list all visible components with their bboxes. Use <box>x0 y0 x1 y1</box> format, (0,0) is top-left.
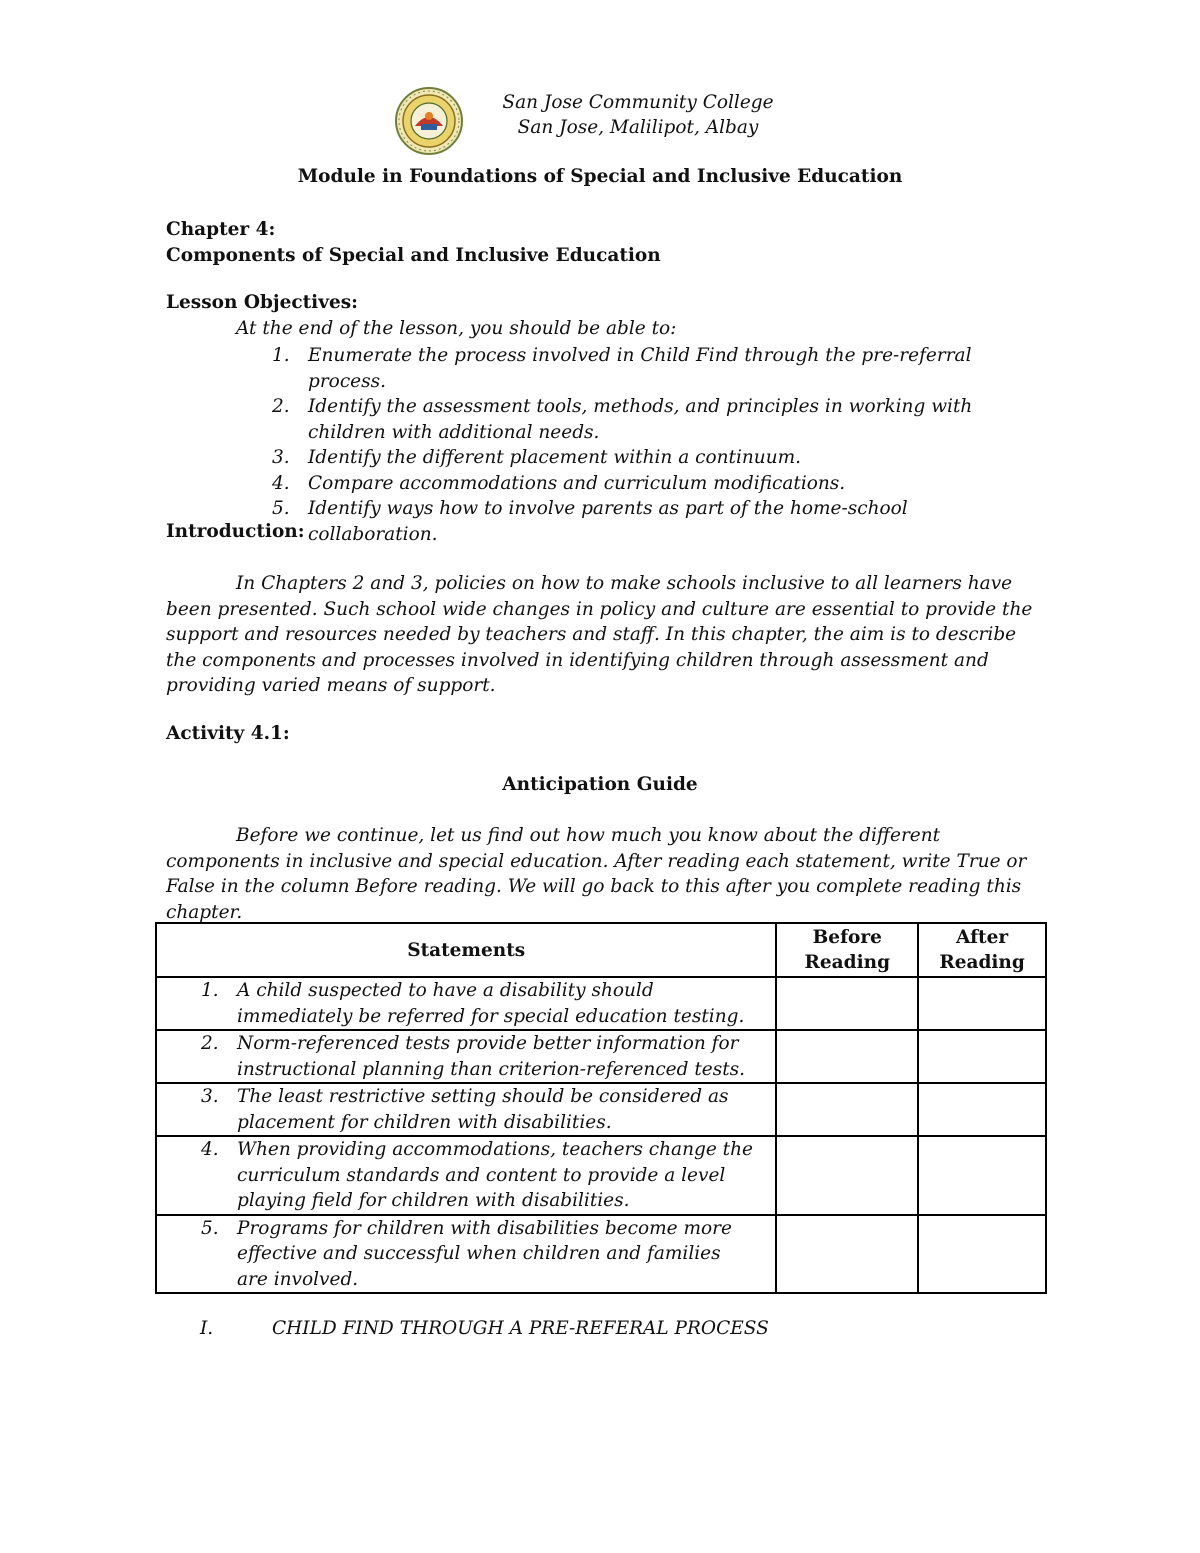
introduction-text <box>166 571 1046 699</box>
objective-text: Identify the different placement within a continuum. <box>308 447 802 468</box>
objective-number: 3. <box>272 447 290 468</box>
introduction-body: In Chapters 2 and 3, policies on how to make schools inclusive to all learners have been presented. Such school wide changes in policy and culture are essential to provide the support and resources needed by teachers and staff. In this chapter, the aim is to describe the components and processes involved in identifying children through assessment and providing varied means of support. <box>166 573 1033 696</box>
table-row <box>156 1030 1046 1083</box>
after-reading-cell[interactable] <box>918 1030 1046 1083</box>
activity-heading: Activity 4.1: <box>166 723 290 744</box>
anticipation-guide-table <box>155 922 1047 1294</box>
guide-title: Anticipation Guide <box>502 774 698 795</box>
statement-number: 1. <box>201 980 219 1001</box>
header-statements: Statements <box>156 923 776 977</box>
objective-number: 2. <box>272 396 290 417</box>
objectives-heading: Lesson Objectives: <box>166 292 358 313</box>
statement-text: The least restrictive setting should be considered as placement for children with disabilities. <box>237 1086 729 1133</box>
statement-number: 4. <box>201 1139 219 1160</box>
objective-text: Identify ways how to involve parents as part of the home-school collaboration. <box>308 498 908 545</box>
statement-cell <box>156 1030 776 1083</box>
before-reading-cell[interactable] <box>776 1136 918 1215</box>
header-after-reading: After Reading <box>918 923 1046 977</box>
objective-text: Identify the assessment tools, methods, and principles in working with children with additional needs. <box>308 396 973 443</box>
statement-text: Programs for children with disabilities become more effective and successful when children and families are involved. <box>237 1217 732 1290</box>
objective-text: Compare accommodations and curriculum modifications. <box>308 472 846 494</box>
table-row <box>156 1136 1046 1215</box>
introduction-heading: Introduction: <box>166 521 305 542</box>
college-header <box>393 86 793 158</box>
statement-text: When providing accommodations, teachers change the curriculum standards and content to provide a level playing field for children with disabilities. <box>237 1139 753 1211</box>
before-reading-cell[interactable] <box>776 1083 918 1136</box>
statement-number: 5. <box>201 1217 219 1239</box>
guide-instructions-body: Before we continue, let us find out how much you know about the different components in inclusive and special education. After reading each statement, write True or False in the column Before reading. We will go back to this after you complete reading this chapter. <box>166 825 1027 923</box>
objectives-list <box>236 343 1036 547</box>
objectives-intro: At the end of the lesson, you should be able to: <box>236 318 677 339</box>
module-title: Module in Foundations of Special and Inclusive Education <box>297 166 903 187</box>
section-number: I. <box>200 1318 214 1339</box>
statement-cell <box>156 1136 776 1215</box>
before-reading-cell[interactable] <box>776 977 918 1030</box>
section-heading <box>200 1318 769 1339</box>
statement-text: A child suspected to have a disability should immediately be referred for special education testing. <box>237 980 745 1027</box>
objective-item <box>236 496 1036 547</box>
table-row <box>156 1215 1046 1294</box>
statement-cell <box>156 1083 776 1136</box>
guide-instructions <box>166 823 1046 925</box>
statement-text: Norm-referenced tests provide better information for instructional planning than criterion-referenced tests. <box>237 1033 746 1080</box>
chapter-heading <box>166 217 661 269</box>
chapter-number: Chapter 4: <box>166 219 276 240</box>
objective-text: Enumerate the process involved in Child Find through the pre-referral process. <box>308 345 972 392</box>
statement-cell <box>156 977 776 1030</box>
objective-item <box>236 343 1036 394</box>
table-header-row <box>156 923 1046 977</box>
after-reading-cell[interactable] <box>918 977 1046 1030</box>
before-reading-cell[interactable] <box>776 1030 918 1083</box>
statement-number: 2. <box>201 1033 219 1054</box>
after-reading-cell[interactable] <box>918 1083 1046 1136</box>
table-row <box>156 1083 1046 1136</box>
college-name: San Jose Community College <box>502 92 774 113</box>
college-info <box>473 90 803 140</box>
after-reading-cell[interactable] <box>918 1215 1046 1294</box>
statement-number: 3. <box>201 1086 219 1107</box>
section-title: CHILD FIND THROUGH A PRE-REFERAL PROCESS <box>272 1318 769 1339</box>
objective-number: 1. <box>272 345 290 366</box>
college-seal-icon <box>393 86 465 156</box>
header-before-reading: Before Reading <box>776 923 918 977</box>
chapter-title: Components of Special and Inclusive Education <box>166 245 661 266</box>
objective-number: 4. <box>272 472 290 494</box>
college-address: San Jose, Malilipot, Albay <box>517 117 759 138</box>
before-reading-cell[interactable] <box>776 1215 918 1294</box>
objective-item <box>236 394 1036 445</box>
objective-item <box>236 471 1036 497</box>
table-row <box>156 977 1046 1030</box>
objective-item <box>236 445 1036 471</box>
statement-cell <box>156 1215 776 1294</box>
objective-number: 5. <box>272 498 290 519</box>
after-reading-cell[interactable] <box>918 1136 1046 1215</box>
